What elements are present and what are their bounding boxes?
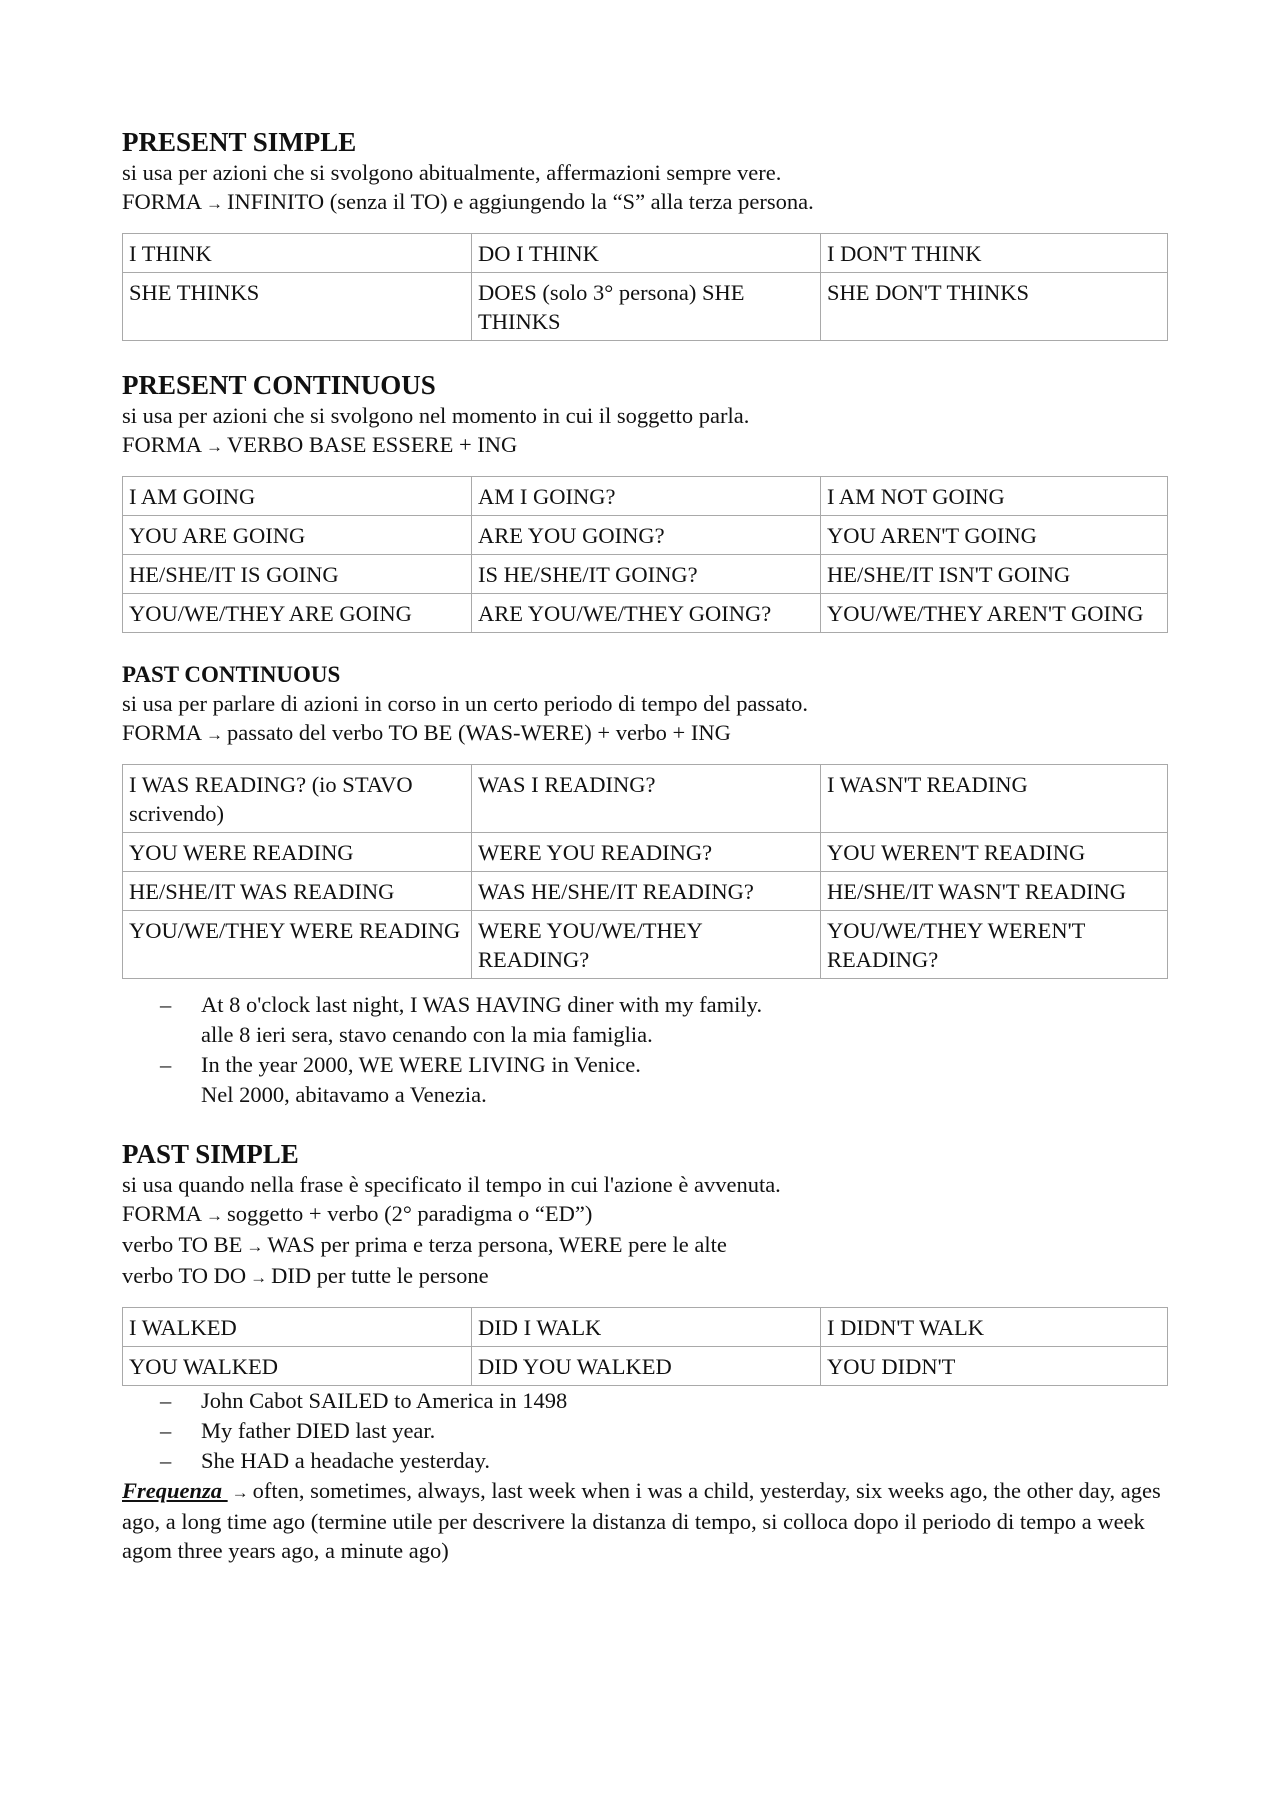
table-cell: I AM NOT GOING [821, 477, 1168, 516]
forma-label: FORMA [122, 432, 203, 457]
example-english: In the year 2000, WE WERE LIVING in Venice. [201, 1052, 641, 1077]
arrow-icon: → [206, 1206, 224, 1225]
table-row [123, 833, 1168, 872]
table-row [123, 765, 1168, 833]
table-cell: I DON'T THINK [821, 234, 1168, 273]
table-row [123, 555, 1168, 594]
forma-text: VERBO BASE ESSERE + ING [227, 432, 518, 457]
section-description: si usa per azioni che si svolgono abitualmente, affermazioni sempre vere. [122, 160, 782, 185]
table-cell: WERE YOU READING? [472, 833, 821, 872]
table-cell: WERE YOU/WE/THEY READING? [472, 911, 821, 979]
forma-label: FORMA [122, 1201, 203, 1226]
list-item [122, 1416, 1168, 1446]
table-cell: YOU/WE/THEY ARE GOING [123, 594, 472, 633]
table-row [123, 1347, 1168, 1386]
conjugation-table [122, 233, 1168, 341]
section-present-continuous [122, 369, 1168, 633]
arrow-icon: → [250, 1268, 268, 1287]
table-cell: HE/SHE/IT IS GOING [123, 555, 472, 594]
table-cell: I WASN'T READING [821, 765, 1168, 833]
table-cell: I DIDN'T WALK [821, 1308, 1168, 1347]
example-text: She HAD a headache yesterday. [201, 1448, 491, 1473]
table-cell: WAS I READING? [472, 765, 821, 833]
dash-bullet-icon: – [160, 992, 172, 1017]
table-cell: WAS HE/SHE/IT READING? [472, 872, 821, 911]
forma-line [122, 430, 1168, 461]
list-item [122, 990, 1168, 1050]
table-cell: AM I GOING? [472, 477, 821, 516]
table-cell: IS HE/SHE/IT GOING? [472, 555, 821, 594]
table-cell: I AM GOING [123, 477, 472, 516]
document-content [122, 126, 1168, 1565]
dash-bullet-icon: – [160, 1418, 172, 1443]
table-cell: HE/SHE/IT ISN'T GOING [821, 555, 1168, 594]
section-title: PAST SIMPLE [122, 1139, 299, 1169]
example-english: At 8 o'clock last night, I WAS HAVING diner with my family. [201, 992, 763, 1017]
arrow-icon: → [231, 1483, 249, 1502]
table-cell: YOU/WE/THEY WERE READING [123, 911, 472, 979]
example-italian: Nel 2000, abitavamo a Venezia. [201, 1082, 487, 1107]
dash-bullet-icon: – [160, 1448, 172, 1473]
table-cell: I WAS READING? (io STAVO scrivendo) [123, 765, 472, 833]
tobe-text: WAS per prima e terza persona, WERE pere le alte [267, 1232, 727, 1257]
section-past-continuous [122, 661, 1168, 1110]
table-cell: SHE THINKS [123, 273, 472, 341]
forma-label: FORMA [122, 189, 203, 214]
table-cell: I WALKED [123, 1308, 472, 1347]
table-cell: SHE DON'T THINKS [821, 273, 1168, 341]
section-title: PRESENT CONTINUOUS [122, 370, 436, 400]
table-cell: YOU WERE READING [123, 833, 472, 872]
table-cell: I THINK [123, 234, 472, 273]
section-description: si usa per parlare di azioni in corso in un certo periodo di tempo del passato. [122, 691, 809, 716]
table-row [123, 273, 1168, 341]
table-cell: HE/SHE/IT WASN'T READING [821, 872, 1168, 911]
table-cell: ARE YOU/WE/THEY GOING? [472, 594, 821, 633]
table-cell: DID YOU WALKED [472, 1347, 821, 1386]
example-list [122, 1386, 1168, 1476]
forma-text: passato del verbo TO BE (WAS-WERE) + verbo + ING [227, 720, 731, 745]
table-cell: YOU WALKED [123, 1347, 472, 1386]
example-text: John Cabot SAILED to America in 1498 [201, 1388, 568, 1413]
section-title: PAST CONTINUOUS [122, 662, 341, 687]
table-cell: DO I THINK [472, 234, 821, 273]
section-past-simple [122, 1138, 1168, 1565]
arrow-icon: → [206, 725, 224, 744]
section-title: PRESENT SIMPLE [122, 127, 357, 157]
table-cell: YOU WEREN'T READING [821, 833, 1168, 872]
frequency-text: often, sometimes, always, last week when i was a child, yesterday, six weeks ago, the other day, ages ago, a long time ago (termine utile per descrivere la distanza di tempo, si colloca dopo il periodo di tempo a week agom three years ago, a minute ago) [122, 1478, 1161, 1563]
forma-line [122, 1199, 1168, 1230]
todo-line [122, 1261, 1168, 1292]
table-cell: YOU/WE/THEY WEREN'T READING? [821, 911, 1168, 979]
section-description: si usa per azioni che si svolgono nel momento in cui il soggetto parla. [122, 403, 750, 428]
conjugation-table [122, 1307, 1168, 1386]
tobe-line [122, 1230, 1168, 1261]
table-row [123, 911, 1168, 979]
arrow-icon: → [246, 1237, 264, 1256]
table-cell: YOU DIDN'T [821, 1347, 1168, 1386]
table-row [123, 1308, 1168, 1347]
section-present-simple [122, 126, 1168, 341]
todo-label: verbo TO DO [122, 1263, 247, 1288]
table-row [123, 516, 1168, 555]
forma-text: INFINITO (senza il TO) e aggiungendo la “S” alla terza persona. [227, 189, 814, 214]
table-cell: DOES (solo 3° persona) SHE THINKS [472, 273, 821, 341]
example-text: My father DIED last year. [201, 1418, 436, 1443]
forma-line [122, 718, 1168, 749]
arrow-icon: → [206, 437, 224, 456]
table-row [123, 234, 1168, 273]
table-cell: HE/SHE/IT WAS READING [123, 872, 472, 911]
conjugation-table [122, 764, 1168, 979]
list-item [122, 1446, 1168, 1476]
table-row [123, 594, 1168, 633]
table-cell: YOU AREN'T GOING [821, 516, 1168, 555]
table-row [123, 477, 1168, 516]
example-italian: alle 8 ieri sera, stavo cenando con la mia famiglia. [201, 1022, 653, 1047]
table-cell: DID I WALK [472, 1308, 821, 1347]
table-row [123, 872, 1168, 911]
table-cell: YOU ARE GOING [123, 516, 472, 555]
arrow-icon: → [206, 194, 224, 213]
frequency-paragraph [122, 1476, 1168, 1565]
forma-text: soggetto + verbo (2° paradigma o “ED”) [227, 1201, 593, 1226]
forma-line [122, 187, 1168, 218]
forma-label: FORMA [122, 720, 203, 745]
frequency-label: Frequenza [122, 1478, 228, 1503]
section-description: si usa quando nella frase è specificato il tempo in cui l'azione è avvenuta. [122, 1172, 781, 1197]
tobe-label: verbo TO BE [122, 1232, 243, 1257]
table-cell: ARE YOU GOING? [472, 516, 821, 555]
conjugation-table [122, 476, 1168, 633]
table-cell: YOU/WE/THEY AREN'T GOING [821, 594, 1168, 633]
dash-bullet-icon: – [160, 1052, 172, 1077]
example-list [122, 990, 1168, 1110]
todo-text: DID per tutte le persone [271, 1263, 489, 1288]
list-item [122, 1386, 1168, 1416]
list-item [122, 1050, 1168, 1110]
dash-bullet-icon: – [160, 1388, 172, 1413]
